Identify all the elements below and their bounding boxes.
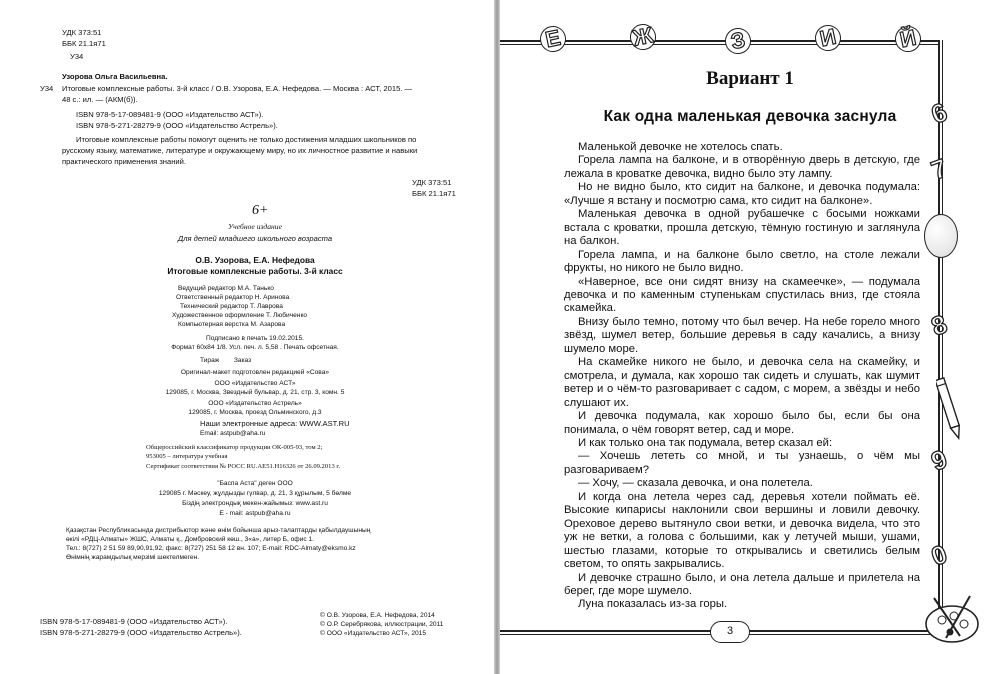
abstract-line2: русскому языку, математике, литературе и окружающему миру, но их личностное развитие и навыки [62, 146, 418, 155]
kz-line2: өкілі «РДЦ-Алматы» ЖШС, Алматы қ., Домбровский көш., 3«а», литер Б, офис 1. [66, 536, 315, 543]
okp-line2: 953005 – литература учебная [146, 453, 228, 460]
story-title: Как одна маленькая девочка заснула [603, 108, 897, 125]
staff-3: Художественное оформление Т. Любиченко [172, 312, 308, 319]
abstract-line3: практического применения знаний. [62, 157, 187, 166]
staff-2: Технический редактор Т. Лаврова [180, 303, 283, 310]
isbn-astrel: ISBN 978-5-271-28279-9 (ООО «Издательство Астрель»). [76, 121, 278, 130]
bbk: ББК 21.1я71 [62, 39, 106, 48]
story-paragraph: И когда она летела через сад, деревья хотели поймать её. Высокие кипарисы наклонили свои вершины и ловили девочку. Ореховое дерево вытянуло свои ветки, и девочка видела, что это уж не ветки, а голова с большими, как у летучей мыши, ушами, шестью глазами, которые то открывались и светились белым светом, то опять закрывались. [564, 490, 920, 571]
story-paragraph: И девочке страшно было, и она летела дальше и прилетела на берег, где море шумело. [564, 571, 920, 597]
story-paragraph: — Хочу, — сказала девочка, и она полетела. [578, 477, 813, 490]
kz-line4: Өнімнің жарамдылық мерзімі шектелмеген. [66, 554, 200, 561]
okp-line1: Общероссийский классификатор продукции ОК-005-93, том 2; [146, 444, 323, 451]
variant-title: Вариант 1 [706, 68, 794, 89]
audience: Для детей младшего школьного возраста [177, 234, 333, 243]
story-paragraph: Внизу было темно, потому что был вечер. На небе горело много звёзд, шумел ветер, большие деревья в саду качались, а внизу шумело море. [564, 315, 920, 355]
story-paragraph: «Наверное, все они сидят внизу на скамеечке», — подумала девочка и по каменным ступенькам спустилась вниз, где стояла скамейка. [564, 275, 920, 315]
publisher-ast: ООО «Издательство АСТ» [214, 380, 296, 387]
frame-digit-1: 7 [927, 152, 951, 186]
story-paragraph: Горела лампа на балконе, и в отворённую дверь в детскую, где лежала в кроватке девочка, видно было эту лампу. [564, 154, 920, 180]
frame-letter-1: Ж [628, 22, 659, 53]
frame-letter-0: Е [538, 24, 569, 55]
page-number: 3 [710, 621, 750, 643]
authors-bold: О.В. Узорова, Е.А. Нефедова [195, 255, 315, 265]
print-run: Тираж Заказ [200, 357, 252, 364]
story-paragraph: Маленькой девочке не хотелось спать. [578, 141, 783, 153]
frame-letter-3: И [813, 23, 844, 54]
kz-line3: Тел.: 8(727) 2 51 59 89,90,91,92, факс: 8(727) 251 58 12 вн. 107; E-mail: RDC-Almaty@eksmo.kz [66, 545, 356, 552]
publisher-astrel: ООО «Издательство Астрель» [208, 400, 302, 407]
story-paragraph: И девочка подумала, как хорошо было бы, если бы она понимала, о чём говорят ветер, сад и море. [564, 410, 920, 436]
story-paragraph: Луна показалась из-за горы. [578, 598, 728, 611]
frame-letter-2: З [723, 26, 754, 57]
balloon-icon [924, 214, 958, 258]
pencil-icon [936, 372, 960, 442]
staff-1: Ответственный редактор Н. Аринова [176, 294, 290, 301]
original-layout: Оригинал-макет подготовлен редакцией «Сова» [180, 369, 330, 376]
publisher-ast-address: 129085, г. Москва, Звездный бульвар, д. 21, стр. 3, комн. 5 [165, 389, 345, 396]
bib-entry-line2: 48 с.: ил. — (АКМ(б)). [62, 95, 138, 104]
publisher-astrel-address: 129085, г. Москва, проезд Ольминского, д.3 [188, 409, 322, 416]
title-bold: Итоговые комплексные работы. 3-й класс [167, 266, 343, 276]
right-page-worksheet [500, 0, 1000, 674]
author-heading: Узорова Ольга Васильевна. [62, 72, 168, 81]
kz-address: 129085 г. Мәскеу, жұлдызды гүлвар, д. 21, 3 құрылым, 5 бөлме [158, 490, 352, 497]
copyright-publisher: © ООО «Издательство АСТ», 2015 [320, 630, 427, 637]
age-rating: 6+ [252, 203, 269, 218]
print-format: Формат 60x84 1/8. Усл. печ. л. 5,58 . Печать офсетная. [171, 344, 339, 351]
frame-digit-4: 0 [927, 538, 951, 572]
abstract-line1: Итоговые комплексные работы помогут оценить не только достижения младших школьников по [76, 135, 417, 144]
kz-company: "Баспа Аста" деген ООО [217, 480, 293, 487]
udk: УДК 373:51 [62, 28, 102, 37]
certificate: Сертификат соответствия № РОСС RU.АЕ51.Н16326 от 26.09.2013 г. [146, 463, 341, 470]
left-page-imprint [0, 0, 494, 674]
web-address: Наши электронные адреса: WWW.AST.RU [200, 419, 350, 428]
edition-type: Учебное издание [228, 222, 282, 231]
frame-digit-2: 8 [927, 308, 951, 342]
story-paragraph: Маленькая девочка в одной рубашечке с босыми ножками встала с кроватки, прошла детскую, тёмную гостиную и заглянула на балкон. [564, 208, 920, 248]
bbk-right: ББК 21.1я71 [412, 189, 456, 198]
story-paragraph: Горела лампа, и на балконе было светло, на столе лежали фрукты, но никого не было видно. [564, 248, 920, 275]
story-paragraph: И как только она так подумала, ветер сказал ей: [578, 436, 833, 449]
staff-4: Компьютерная верстка М. Азарова [178, 321, 286, 328]
entry-code: У34 [40, 84, 54, 93]
story-text [564, 141, 920, 612]
story-paragraph: На скамейке никого не было, и девочка села на скамейку, и смотрела, и думала, как хорошо так сидеть и слушать, как шумит ветер и о чём-то разговаривает с садом, с морем, а звёзды и небо слушают их. [564, 356, 920, 409]
kz-email-label: Біздің электрондық мекен-жайымыз: www.ast.ru [182, 500, 328, 507]
signed-date: Подписано в печать 19.02.2015. [206, 335, 304, 342]
isbn-ast: ISBN 978-5-17-089481-9 (ООО «Издательство АСТ»). [76, 110, 264, 119]
copyright-authors: © О.В. Узорова, Е.А. Нефедова, 2014 [320, 612, 435, 619]
kz-line1: Қазақстан Республикасында дистрибьютор және өнім бойынша арыз-талаптарды қабылдаушының [66, 527, 371, 534]
kz-email: E - mail: astpub@aha.ru [219, 510, 291, 517]
staff-0: Ведущий редактор М.А. Танько [178, 285, 274, 292]
frame-top-line-inner [500, 44, 940, 45]
frame-digit-3: 9 [927, 443, 951, 477]
bib-entry-line1: Итоговые комплексные работы. 3-й класс / О.В. Узорова, Е.А. Нефедова. — Москва : АСТ, 2015. — [62, 84, 413, 93]
udk-right: УДК 373:51 [412, 178, 452, 187]
email: Email: astpub@aha.ru [200, 430, 266, 437]
bottom-isbn-astrel: ISBN 978-5-271-28279-9 (ООО «Издательство Астрель»). [40, 628, 242, 637]
story-paragraph: — Хочешь лететь со мной, и ты узнаешь, о чём мы разговариваем? [564, 450, 920, 476]
story-paragraph: Но не видно было, кто сидит на балконе, и девочка подумала: «Лучше я встану и посмотрю сама, кто сидит на балконе». [564, 181, 920, 207]
catalog-code: У34 [70, 52, 84, 61]
frame-letter-4: Й [893, 24, 924, 55]
copyright-illustrations: © О.Р. Серебрякова, иллюстрации, 2011 [320, 621, 444, 628]
palette-icon [920, 590, 984, 650]
frame-digit-0: 6 [927, 96, 951, 130]
bottom-isbn-ast: ISBN 978-5-17-089481-9 (ООО «Издательство АСТ»). [40, 617, 228, 626]
